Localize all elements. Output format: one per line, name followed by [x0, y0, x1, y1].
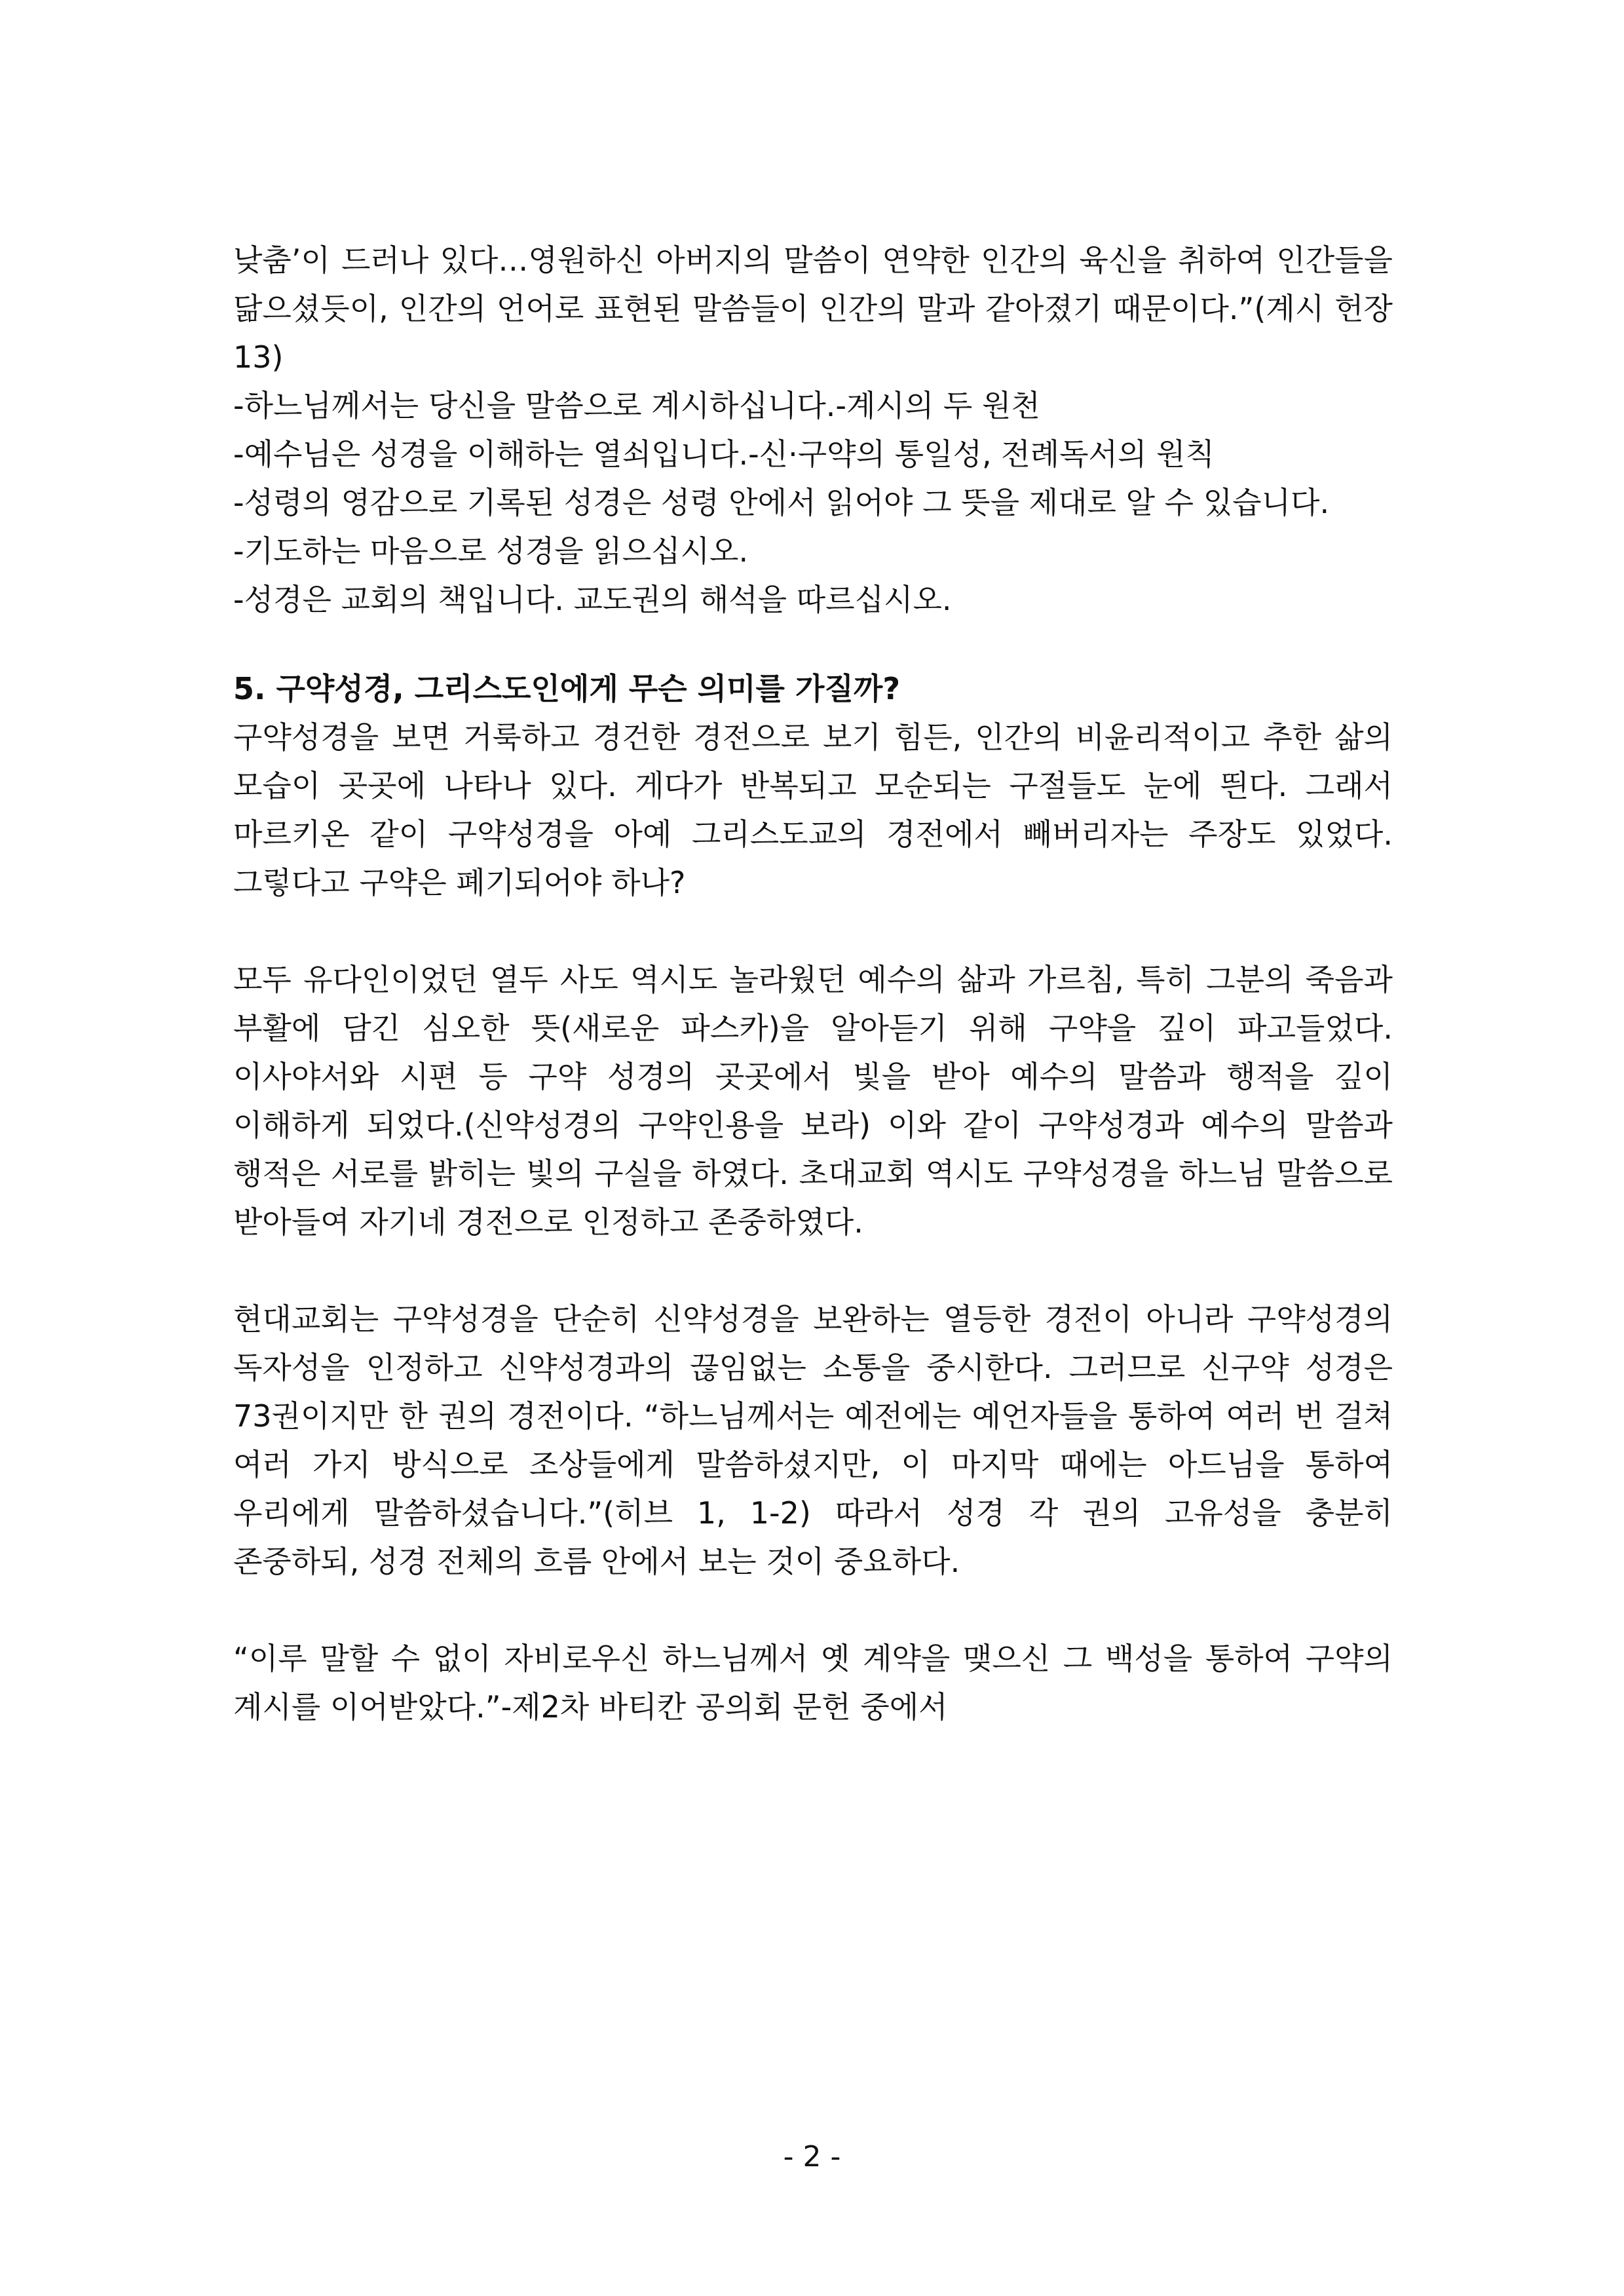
bullet-item: -하느님께서는 당신을 말씀으로 계시하십니다.-계시의 두 원천 [233, 388, 1040, 423]
bullet-item: -성령의 영감으로 기록된 성경은 성령 안에서 읽어야 그 뜻을 제대로 알 수 있습니다. [233, 485, 1330, 520]
body-paragraph: 모두 유다인이었던 열두 사도 역시도 놀라웠던 예수의 삶과 가르침, 특히 그분의 죽음과 부활에 담긴 심오한 뜻(새로운 파스카)을 알아듣기 위해 구약을 깊이 파고들었다. 이사야서와 시편 등 구약 성경의 곳곳에서 빛을 받아 예수의 말씀과 행적을 깊이 이해하게 되었다.(신약성경의 구약인용을 보라) 이와 같이 구약성경과 예수의 말씀과 행적은 서로를 밝히는 빛의 구실을 하였다. 초대교회 역시도 구약성경을 하느님 말씀으로 받아들여 자기네 경전으로 인정하고 존중하였다. [233, 962, 1393, 1240]
document-page [233, 236, 1393, 1731]
body-paragraph: 구약성경을 보면 거룩하고 경건한 경전으로 보기 힘든, 인간의 비윤리적이고 추한 삶의 모습이 곳곳에 나타나 있다. 게다가 반복되고 모순되는 구절들도 눈에 띈다. 그래서 마르키온 같이 구약성경을 아예 그리스도교의 경전에서 빼버리자는 주장도 있었다. 그렇다고 구약은 폐기되어야 하나? [233, 719, 1393, 900]
spacer [233, 624, 1393, 664]
page-number: - 2 - [783, 2140, 841, 2173]
bullet-item: -예수님은 성경을 이해하는 열쇠입니다.-신·구약의 통일성, 전례독서의 원칙 [233, 436, 1215, 472]
bullet-item: -성경은 교회의 책입니다. 교도권의 해석을 따르십시오. [233, 582, 952, 617]
quote-continuation: 낮춤’이 드러나 있다…영원하신 아버지의 말씀이 연약한 인간의 육신을 취하여 인간들을 닮으셨듯이, 인간의 언어로 표현된 말씀들이 인간의 말과 같아졌기 때문이다.”(계시 헌장 13) [233, 242, 1393, 375]
section-heading: 5. 구약성경, 그리스도인에게 무슨 의미를 가질까? [233, 671, 900, 706]
body-paragraph: 현대교회는 구약성경을 단순히 신약성경을 보완하는 열등한 경전이 아니라 구약성경의 독자성을 인정하고 신약성경과의 끊임없는 소통을 중시한다. 그러므로 신구약 성경은 73권이지만 한 권의 경전이다. “하느님께서는 예전에는 예언자들을 통하여 여러 번 걸쳐 여러 가지 방식으로 조상들에게 말씀하셨지만, 이 마지막 때에는 아드님을 통하여 우리에게 말씀하셨습니다.”(히브 1, 1-2) 따라서 성경 각 권의 고유성을 충분히 존중하되, 성경 전체의 흐름 안에서 보는 것이 중요하다. [233, 1301, 1393, 1579]
closing-quote: “이루 말할 수 없이 자비로우신 하느님께서 옛 계약을 맺으신 그 백성을 통하여 구약의 계시를 이어받았다.”-제2차 바티칸 공의회 문헌 중에서 [233, 1641, 1393, 1725]
spacer [233, 1586, 1393, 1634]
spacer [233, 907, 1393, 955]
spacer [233, 1246, 1393, 1295]
bullet-item: -기도하는 마음으로 성경을 읽으십시오. [233, 533, 749, 569]
